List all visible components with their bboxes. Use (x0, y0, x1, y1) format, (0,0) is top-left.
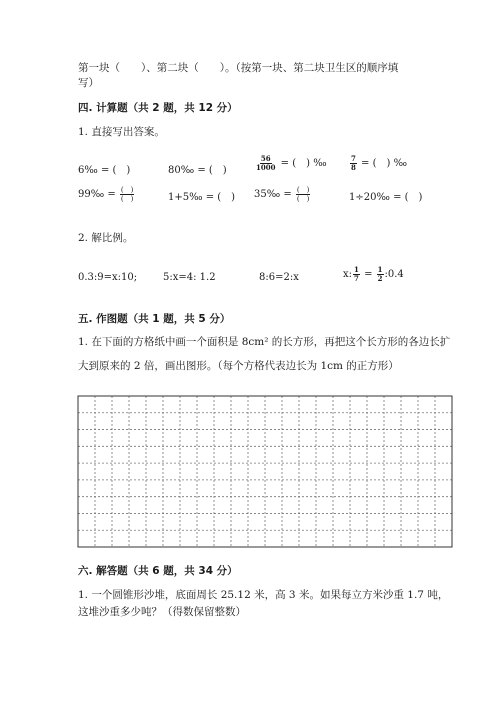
section-6-heading: 六. 解答题（共 6 题，共 34 分） (78, 565, 238, 577)
calc-item-5 (78, 186, 135, 203)
fraction-numerator: 56 (260, 154, 271, 163)
fraction-numerator: 1 (377, 265, 383, 274)
section-5-heading: 五. 作图题（共 1 题，共 5 分） (78, 313, 231, 325)
proportion-item-4-pre: x: (343, 269, 353, 280)
fraction-numerator: ( ) (120, 186, 134, 194)
calc-item-2: 80‰ = ( ) (168, 165, 227, 176)
fraction-denominator: 8 (351, 163, 356, 172)
question-6-1-line-2: 这堆沙重多少吨？（得数保留整数） (78, 606, 246, 618)
fraction-denominator: 1000 (256, 163, 276, 172)
calc-item-8: 1÷20‰ = ( ) (349, 192, 423, 203)
calc-item-1: 6‰ = ( ) (78, 165, 131, 176)
proportion-item-1: 0.3:9=x:10; (78, 272, 138, 283)
calc-item-5-pre: 99‰ = (78, 189, 119, 200)
fraction-numerator: ( ) (296, 186, 310, 194)
calc-item-7-pre: 35‰ = (254, 189, 295, 200)
calc-item-3 (254, 154, 327, 172)
fraction-denominator: 7 (354, 274, 359, 283)
calc-item-4-rest: = ( ) ‰ (357, 158, 408, 169)
proportion-item-4-post: :0.4 (384, 269, 404, 280)
proportion-item-3: 8:6=2:x (259, 272, 299, 283)
fraction-denominator: ( ) (120, 195, 134, 203)
calc-item-6: 1+5‰ = ( ) (168, 192, 236, 203)
fraction-denominator: ( ) (296, 195, 310, 203)
fill-blank-line-2: 写） (78, 77, 99, 89)
calc-item-4 (349, 154, 407, 172)
fraction-numerator: 1 (354, 265, 359, 274)
question-6-1-line-1: 1. 一个圆锥形沙堆，底面周长 25.12 米，高 3 米。如果每立方米沙重 1.7 吨， (78, 589, 449, 601)
question-5-1-line-1: 1. 在下面的方格纸中画一个面积是 8cm² 的长方形，再把这个长方形的各边长扩 (78, 336, 451, 348)
question-5-1-line-2: 大到原来的 2 倍，画出图形。（每个方格代表边长为 1cm 的正方形） (78, 360, 399, 372)
section-4-heading: 四. 计算题（共 2 题，共 12 分） (78, 102, 238, 114)
fraction-numerator: 7 (351, 154, 356, 163)
calc-item-3-rest: = ( ) ‰ (277, 158, 327, 169)
fraction-denominator: 2 (377, 274, 383, 283)
calc-item-7 (254, 186, 311, 203)
question-4-2-label: 2. 解比例。 (78, 232, 134, 244)
proportion-item-2: 5:x=4: 1.2 (163, 272, 216, 283)
square-grid-paper[interactable] (76, 394, 454, 549)
proportion-item-4 (343, 266, 404, 283)
question-4-1-label: 1. 直接写出答案。 (78, 126, 165, 138)
fill-blank-line-1: 第一块（ ）、第二块（ ）。（按第一块、第二块卫生区的顺序填 (78, 62, 399, 74)
proportion-item-4-mid: = (360, 269, 376, 280)
